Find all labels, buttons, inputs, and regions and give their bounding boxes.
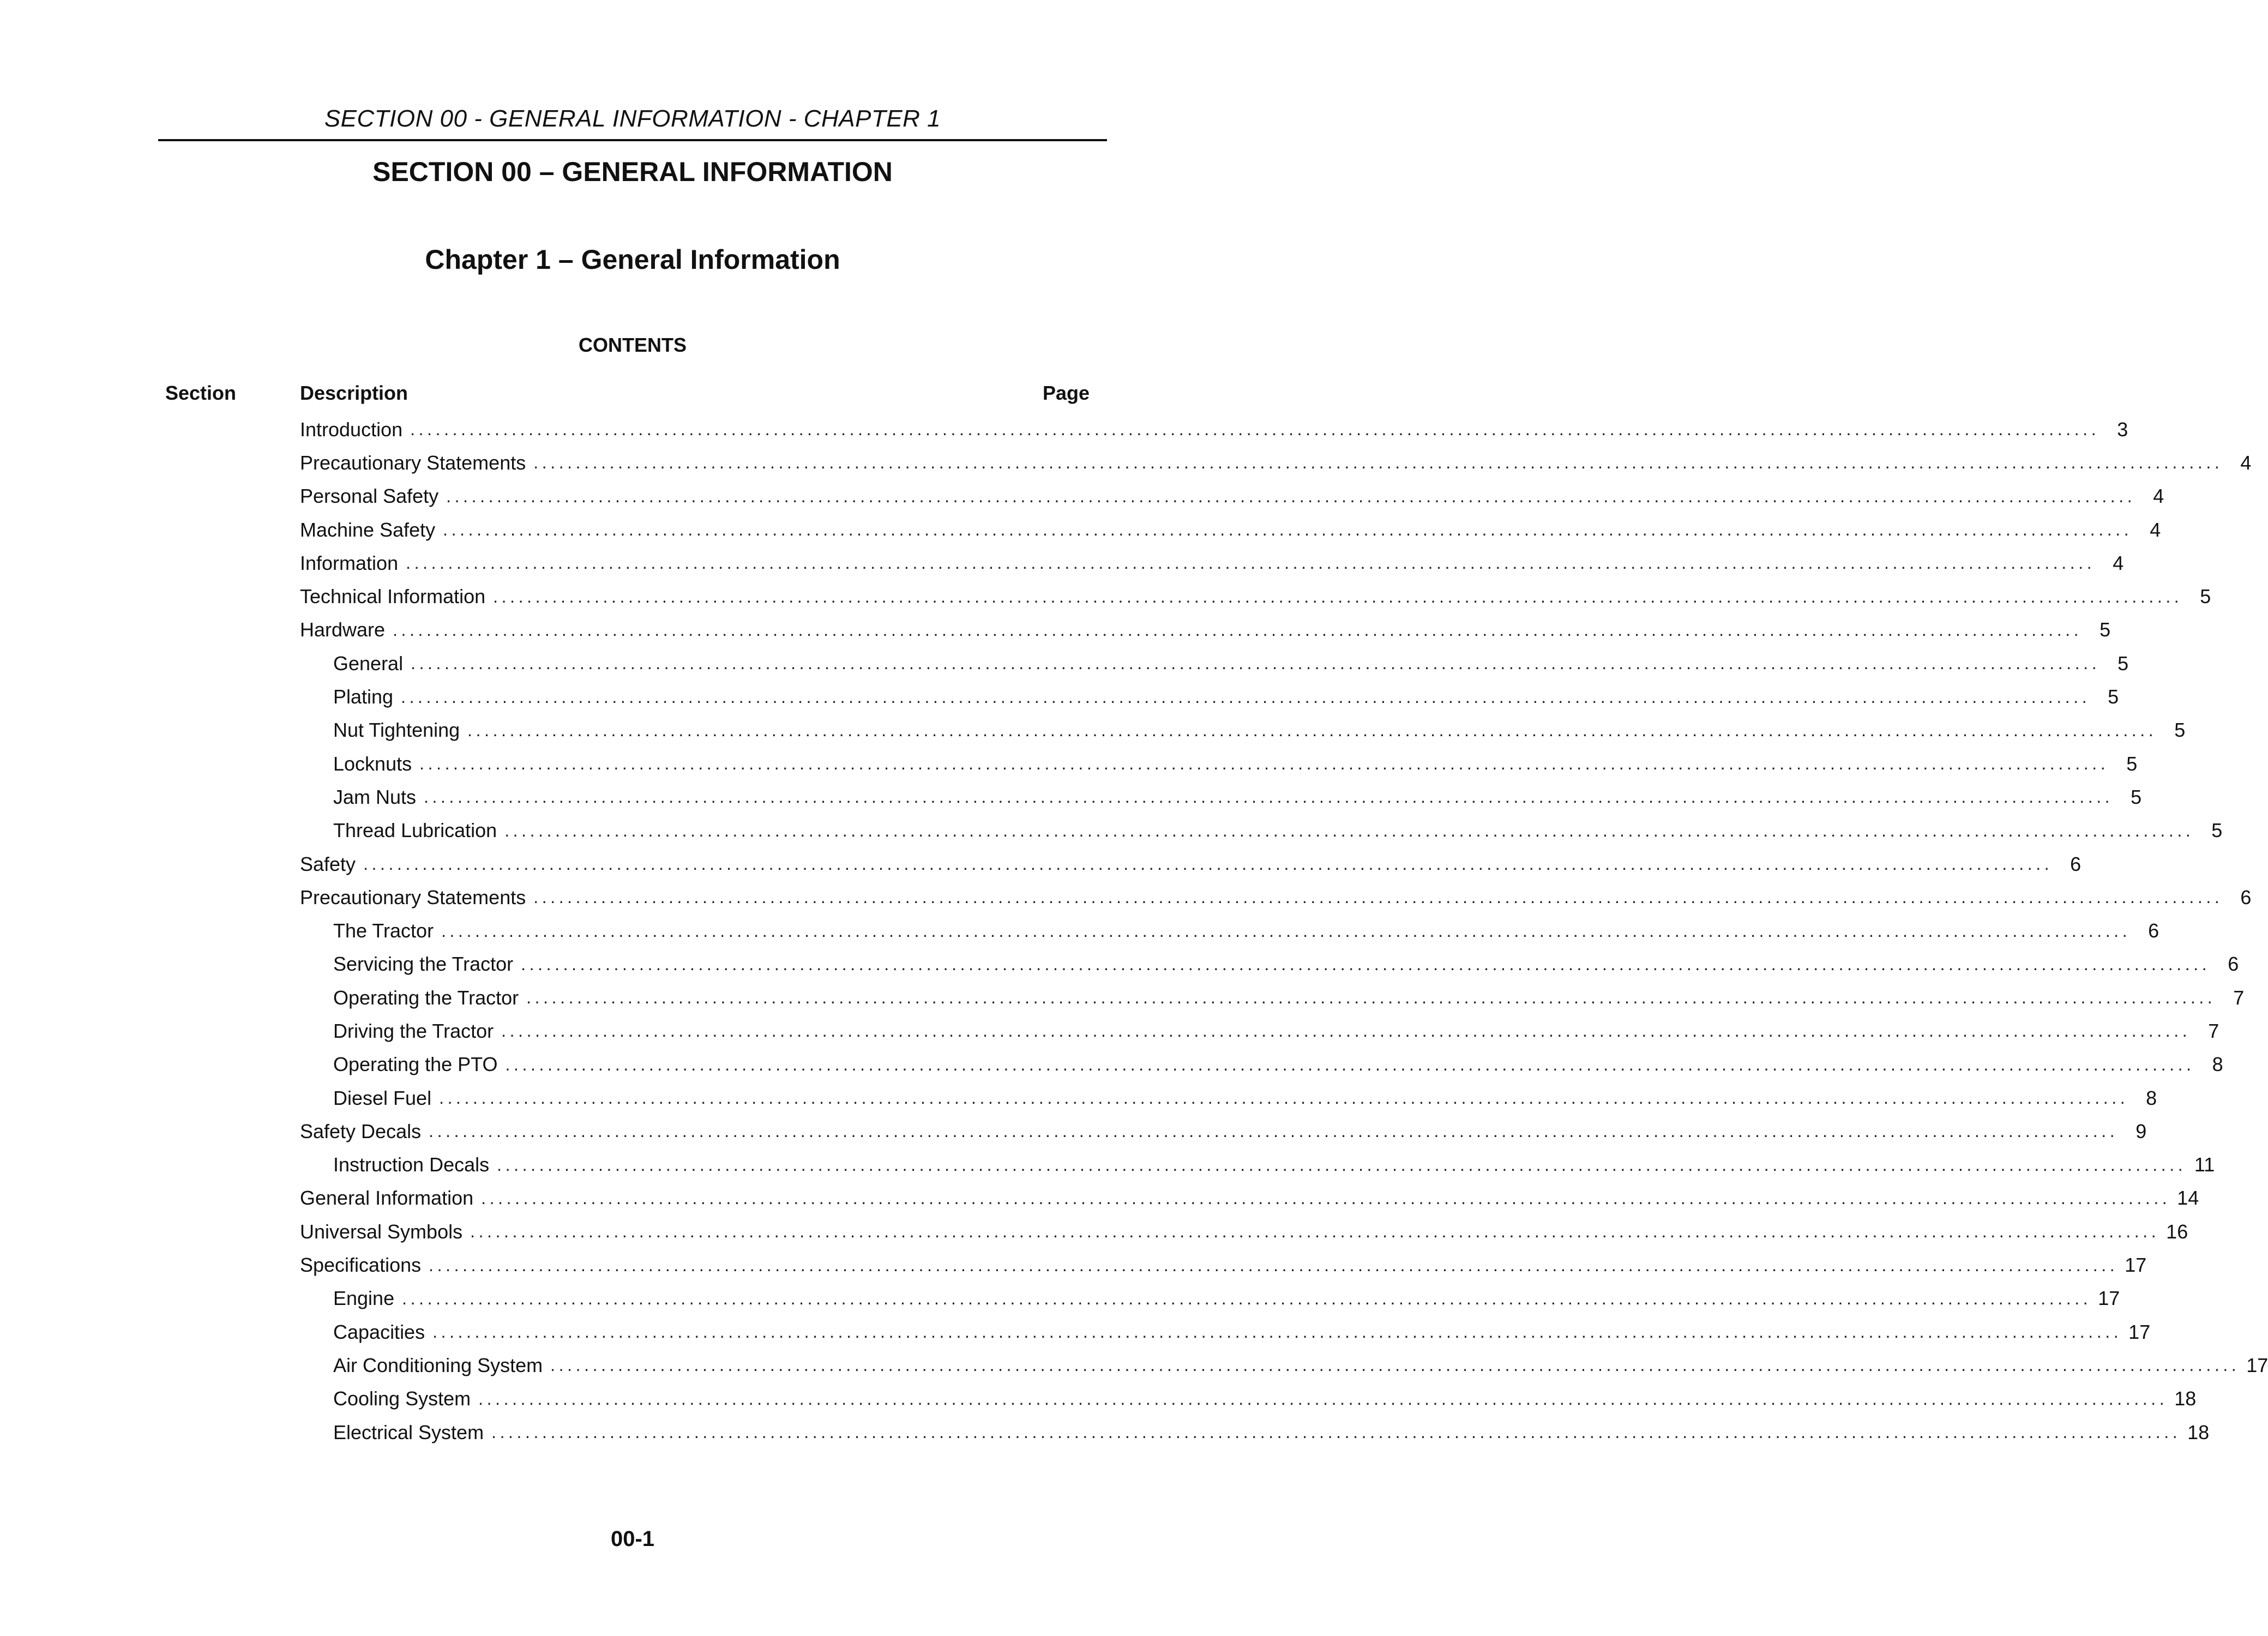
toc-entry-page: 6 bbox=[2148, 919, 2159, 942]
toc-dot-leader: ........................................................................................................................................................................................................ bbox=[497, 1154, 2187, 1175]
toc-dot-leader: ........................................................................................................................................................................................................ bbox=[533, 887, 2223, 907]
toc-entry-page: 5 bbox=[2126, 752, 2138, 775]
toc-entry[interactable] bbox=[300, 1014, 2219, 1048]
toc-entry[interactable] bbox=[300, 446, 2252, 479]
toc-entry-label: Locknuts bbox=[333, 752, 412, 775]
toc-entry[interactable] bbox=[300, 1048, 2223, 1081]
toc-entry-page: 7 bbox=[2233, 986, 2245, 1009]
toc-entry-label: Engine bbox=[333, 1287, 395, 1310]
toc-entry-page: 5 bbox=[2211, 819, 2223, 842]
toc-entry[interactable] bbox=[300, 1248, 2147, 1282]
toc-entry-label: Safety Decals bbox=[300, 1120, 422, 1142]
contents-title: CONTENTS bbox=[579, 334, 687, 356]
toc-entry-page: 16 bbox=[2166, 1220, 2188, 1243]
toc-dot-leader: ........................................................................................................................................................................................................ bbox=[419, 754, 2109, 774]
toc-entry-page: 5 bbox=[2099, 618, 2111, 641]
toc-entry[interactable] bbox=[300, 1315, 2151, 1349]
toc-entry-label: Driving the Tractor bbox=[333, 1019, 494, 1042]
toc-entry-label: Plating bbox=[333, 685, 394, 708]
toc-entry[interactable] bbox=[300, 981, 2245, 1014]
toc-entry-label: Information bbox=[300, 551, 399, 574]
toc-dot-leader: ........................................................................................................................................................................................................ bbox=[550, 1355, 2240, 1375]
toc-entry-page: 18 bbox=[2174, 1387, 2197, 1410]
toc-entry-page: 4 bbox=[2150, 518, 2161, 541]
toc-entry-label: Hardware bbox=[300, 618, 386, 641]
toc-entry-label: Servicing the Tractor bbox=[333, 953, 514, 976]
toc-dot-leader: ........................................................................................................................................................................................................ bbox=[505, 1054, 2195, 1074]
toc-entry[interactable] bbox=[300, 1148, 2215, 1182]
toc-dot-leader: ........................................................................................................................................................................................................ bbox=[533, 453, 2223, 473]
toc-entry-label: Precautionary Statements bbox=[300, 451, 526, 474]
toc-entry-page: 17 bbox=[2246, 1354, 2268, 1376]
toc-entry[interactable] bbox=[300, 480, 2164, 513]
toc-entry-page: 5 bbox=[2174, 719, 2186, 742]
toc-entry-label: Capacities bbox=[333, 1320, 425, 1343]
toc-entry-page: 17 bbox=[2098, 1287, 2120, 1310]
toc-dot-leader: ........................................................................................................................................................................................................ bbox=[429, 1255, 2119, 1275]
table-of-contents bbox=[300, 413, 2268, 1449]
column-header-section: Section bbox=[165, 382, 237, 404]
toc-entry-page: 4 bbox=[2240, 451, 2252, 474]
toc-dot-leader: ........................................................................................................................................................................................................ bbox=[491, 1422, 2181, 1442]
toc-dot-leader: ........................................................................................................................................................................................................ bbox=[441, 921, 2131, 941]
toc-dot-leader: ........................................................................................................................................................................................................ bbox=[446, 486, 2136, 506]
toc-entry-page: 17 bbox=[2128, 1320, 2151, 1343]
toc-dot-leader: ........................................................................................................................................................................................................ bbox=[504, 820, 2194, 840]
toc-entry-label: Introduction bbox=[300, 418, 403, 441]
toc-entry-label: Technical Information bbox=[300, 585, 486, 608]
column-header-description: Description bbox=[300, 382, 408, 404]
toc-entry[interactable] bbox=[300, 1382, 2197, 1416]
toc-entry-label: Specifications bbox=[300, 1254, 422, 1277]
toc-dot-leader: ........................................................................................................................................................................................................ bbox=[443, 520, 2133, 540]
toc-entry-label: Operating the Tractor bbox=[333, 986, 519, 1009]
toc-dot-leader: ........................................................................................................................................................................................................ bbox=[410, 419, 2100, 440]
toc-entry-page: 6 bbox=[2228, 953, 2239, 976]
toc-dot-leader: ........................................................................................................................................................................................................ bbox=[470, 1222, 2160, 1242]
toc-dot-leader: ........................................................................................................................................................................................................ bbox=[481, 1188, 2171, 1208]
toc-entry[interactable] bbox=[300, 1081, 2157, 1115]
toc-dot-leader: ........................................................................................................................................................................................................ bbox=[432, 1322, 2122, 1342]
toc-entry-label: Cooling System bbox=[333, 1387, 471, 1410]
toc-entry-label: Air Conditioning System bbox=[333, 1354, 543, 1376]
toc-dot-leader: ........................................................................................................................................................................................................ bbox=[526, 988, 2216, 1008]
toc-entry[interactable] bbox=[300, 680, 2119, 713]
toc-entry-label: Diesel Fuel bbox=[333, 1086, 432, 1109]
toc-entry-label: Electrical System bbox=[333, 1421, 484, 1443]
toc-entry[interactable] bbox=[300, 714, 2186, 747]
toc-entry-page: 6 bbox=[2070, 852, 2081, 875]
toc-dot-leader: ........................................................................................................................................................................................................ bbox=[402, 1288, 2092, 1308]
toc-entry-label: Instruction Decals bbox=[333, 1153, 490, 1176]
toc-entry-page: 17 bbox=[2125, 1254, 2147, 1277]
toc-entry-label: General Information bbox=[300, 1187, 474, 1210]
toc-dot-leader: ........................................................................................................................................................................................................ bbox=[401, 687, 2091, 707]
toc-entry-page: 4 bbox=[2113, 551, 2124, 574]
column-header-page: Page bbox=[1042, 382, 1090, 404]
toc-entry[interactable] bbox=[300, 546, 2124, 580]
toc-entry-page: 7 bbox=[2208, 1019, 2219, 1042]
running-head: SECTION 00 - GENERAL INFORMATION - CHAPTER 1 bbox=[324, 105, 941, 132]
toc-dot-leader: ........................................................................................................................................................................................................ bbox=[393, 619, 2083, 640]
toc-entry-page: 18 bbox=[2187, 1421, 2210, 1443]
toc-entry-label: Jam Nuts bbox=[333, 785, 417, 808]
toc-entry-label: Precautionary Statements bbox=[300, 886, 526, 909]
toc-dot-leader: ........................................................................................................................................................................................................ bbox=[478, 1388, 2168, 1409]
toc-entry-label: Nut Tightening bbox=[333, 719, 460, 742]
toc-entry-page: 8 bbox=[2146, 1086, 2157, 1109]
toc-entry[interactable] bbox=[300, 647, 2129, 680]
page-number: 00-1 bbox=[610, 1527, 655, 1551]
toc-entry-label: Operating the PTO bbox=[333, 1053, 498, 1076]
toc-dot-leader: ........................................................................................................................................................................................................ bbox=[439, 1088, 2129, 1108]
toc-entry[interactable] bbox=[300, 1115, 2147, 1148]
toc-entry[interactable] bbox=[300, 614, 2111, 647]
toc-entry[interactable] bbox=[300, 747, 2138, 780]
toc-entry-page: 3 bbox=[2117, 418, 2128, 441]
toc-entry[interactable] bbox=[300, 914, 2159, 947]
toc-dot-leader: ........................................................................................................................................................................................................ bbox=[467, 720, 2157, 740]
toc-entry[interactable] bbox=[300, 814, 2223, 847]
header-rule bbox=[158, 139, 1107, 141]
toc-dot-leader: ........................................................................................................................................................................................................ bbox=[429, 1121, 2119, 1141]
toc-entry[interactable] bbox=[300, 413, 2128, 446]
toc-entry-page: 5 bbox=[2200, 585, 2211, 608]
toc-entry-label: Personal Safety bbox=[300, 485, 439, 508]
toc-entry-page: 9 bbox=[2135, 1120, 2147, 1142]
toc-entry[interactable] bbox=[300, 948, 2239, 981]
toc-entry-page: 11 bbox=[2194, 1153, 2215, 1176]
toc-entry-page: 8 bbox=[2212, 1053, 2223, 1076]
toc-entry[interactable] bbox=[300, 1416, 2210, 1449]
toc-dot-leader: ........................................................................................................................................................................................................ bbox=[501, 1021, 2191, 1041]
toc-entry-page: 14 bbox=[2177, 1187, 2199, 1210]
toc-dot-leader: ........................................................................................................................................................................................................ bbox=[411, 653, 2101, 673]
toc-entry-label: General bbox=[333, 652, 404, 675]
toc-dot-leader: ........................................................................................................................................................................................................ bbox=[424, 787, 2114, 807]
toc-dot-leader: ........................................................................................................................................................................................................ bbox=[493, 586, 2183, 606]
toc-entry-page: 5 bbox=[2108, 685, 2119, 708]
toc-entry[interactable] bbox=[300, 580, 2211, 613]
toc-entry[interactable] bbox=[300, 1349, 2268, 1382]
toc-entry[interactable] bbox=[300, 780, 2142, 814]
toc-entry-page: 5 bbox=[2117, 652, 2129, 675]
toc-entry-label: The Tractor bbox=[333, 919, 434, 942]
toc-entry[interactable] bbox=[300, 1182, 2199, 1215]
toc-entry-page: 5 bbox=[2131, 785, 2142, 808]
toc-entry[interactable] bbox=[300, 847, 2081, 881]
toc-dot-leader: ........................................................................................................................................................................................................ bbox=[363, 854, 2053, 874]
toc-entry-page: 4 bbox=[2153, 485, 2164, 508]
toc-entry-label: Machine Safety bbox=[300, 518, 436, 541]
toc-entry-label: Thread Lubrication bbox=[333, 819, 497, 842]
toc-dot-leader: ........................................................................................................................................................................................................ bbox=[521, 954, 2211, 974]
toc-entry-label: Safety bbox=[300, 852, 356, 875]
toc-entry[interactable] bbox=[300, 513, 2161, 546]
toc-entry-label: Universal Symbols bbox=[300, 1220, 463, 1243]
toc-entry-page: 6 bbox=[2240, 886, 2252, 909]
section-title: SECTION 00 – GENERAL INFORMATION bbox=[372, 157, 893, 187]
toc-entry[interactable] bbox=[300, 1282, 2120, 1315]
toc-entry[interactable] bbox=[300, 881, 2252, 914]
toc-dot-leader: ........................................................................................................................................................................................................ bbox=[406, 553, 2096, 573]
toc-entry[interactable] bbox=[300, 1215, 2188, 1248]
chapter-title: Chapter 1 – General Information bbox=[425, 244, 840, 275]
